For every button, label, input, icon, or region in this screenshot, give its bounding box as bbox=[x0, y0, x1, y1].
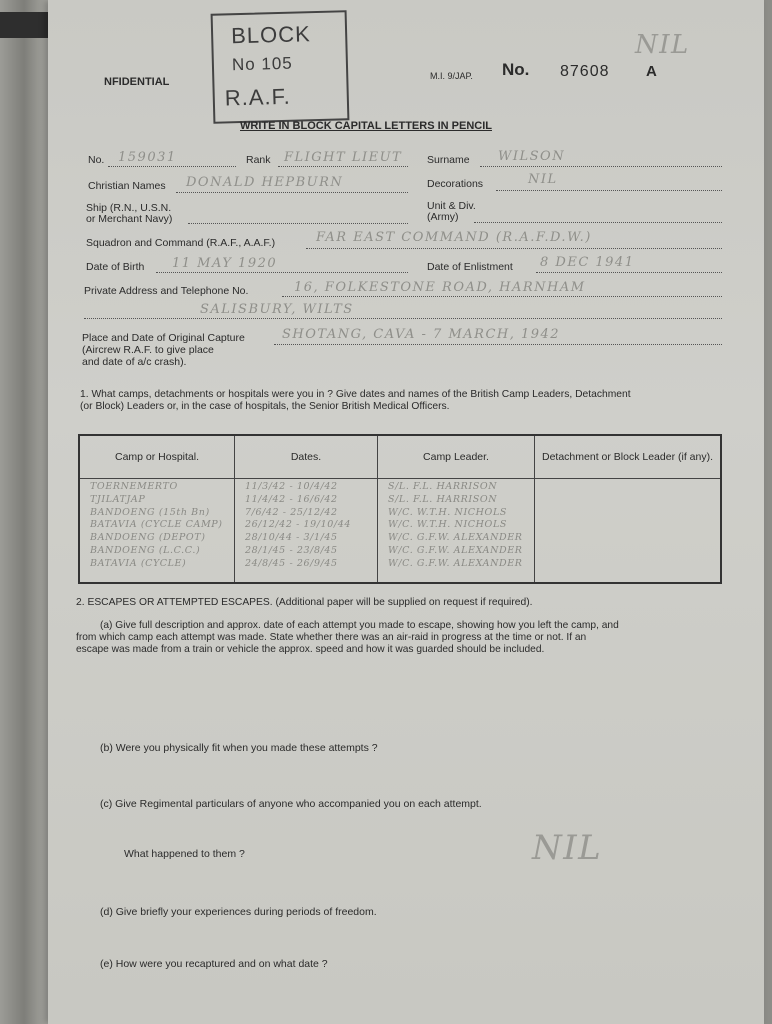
q2c-sub: What happened to them ? bbox=[124, 848, 245, 860]
surname-label: Surname bbox=[427, 154, 470, 166]
squadron-value: FAR EAST COMMAND (R.A.F.D.W.) bbox=[316, 230, 592, 245]
christian-names-label: Christian Names bbox=[88, 180, 166, 192]
header-camp: Camp or Hospital. bbox=[79, 435, 235, 479]
camps-table bbox=[78, 434, 722, 584]
capture-line bbox=[274, 344, 722, 345]
leader-entry: W/C. G.F.W. ALEXANDER bbox=[388, 544, 523, 556]
form-number: 87608 bbox=[560, 63, 610, 80]
date-entry: 7/6/42 - 25/12/42 bbox=[245, 506, 338, 518]
address-value-2: SALISBURY, WILTS bbox=[200, 302, 354, 317]
form-number-label: No. bbox=[502, 60, 530, 79]
stamp-line-2: No 105 bbox=[231, 53, 293, 75]
capture-label-2: (Aircrew R.A.F. to give place bbox=[82, 344, 214, 356]
date-entry: 24/8/45 - 26/9/45 bbox=[245, 557, 338, 569]
form-suffix: A bbox=[646, 63, 657, 80]
camp-entry: TOERNEMERTO bbox=[90, 481, 178, 492]
date-entry: 28/1/45 - 23/8/45 bbox=[245, 544, 338, 556]
leader-entry: W/C. G.F.W. ALEXANDER bbox=[388, 532, 523, 544]
enlistment-line bbox=[536, 272, 722, 273]
date-entry: 11/3/42 - 10/4/42 bbox=[245, 481, 338, 492]
q2-heading: 2. ESCAPES OR ATTEMPTED ESCAPES. (Additional paper will be supplied on request if required). bbox=[76, 597, 533, 608]
dates-column bbox=[235, 479, 378, 584]
camp-entry: BANDOENG (L.C.C.) bbox=[90, 544, 201, 556]
q2d: (d) Give briefly your experiences during periods of freedom. bbox=[100, 906, 377, 918]
camp-entry: BANDOENG (15th Bn) bbox=[90, 506, 210, 518]
enlistment-label: Date of Enlistment bbox=[427, 261, 513, 273]
date-entry: 11/4/42 - 16/6/42 bbox=[245, 493, 338, 505]
leader-entry: S/L. F.L. HARRISON bbox=[388, 493, 498, 505]
rank-label: Rank bbox=[246, 154, 271, 166]
no-value: 159031 bbox=[118, 150, 177, 165]
header-dates: Dates. bbox=[235, 435, 378, 479]
capture-label-1: Place and Date of Original Capture bbox=[82, 332, 245, 344]
surname-line bbox=[480, 166, 722, 167]
leader-entry: W/C. W.T.H. NICHOLS bbox=[388, 519, 507, 531]
camp-entry: BATAVIA (CYCLE CAMP) bbox=[90, 519, 223, 531]
dob-line bbox=[156, 272, 408, 273]
camps-table-header-row bbox=[79, 435, 721, 479]
enlistment-value: 8 DEC 1941 bbox=[540, 255, 635, 270]
date-entry: 28/10/44 - 3/1/45 bbox=[245, 532, 338, 544]
unit-label-2: (Army) bbox=[427, 211, 459, 223]
confidential-label: NFIDENTIAL bbox=[104, 76, 170, 88]
q2a-line-3: escape was made from a train or vehicle the approx. speed and how it was guarded should be included. bbox=[76, 644, 545, 655]
dob-value: 11 MAY 1920 bbox=[172, 256, 278, 271]
address-line-1 bbox=[282, 296, 722, 297]
leaders-column bbox=[378, 479, 535, 584]
q1-line-1: 1. What camps, detachments or hospitals were you in ? Give dates and names of the British Camp Leaders, Detachment bbox=[80, 389, 631, 400]
decorations-line bbox=[496, 190, 722, 191]
camp-entry: BANDOENG (DEPOT) bbox=[90, 532, 206, 544]
christian-names-line bbox=[176, 192, 408, 193]
stamp-line-1: BLOCK bbox=[230, 21, 312, 49]
rank-line bbox=[278, 166, 408, 167]
dob-label: Date of Birth bbox=[86, 261, 145, 273]
unit-line bbox=[474, 222, 722, 223]
leader-entry: W/C. W.T.H. NICHOLS bbox=[388, 506, 507, 518]
squadron-line bbox=[306, 248, 722, 249]
stamp-line-3: R.A.F. bbox=[224, 83, 292, 111]
camp-entry: TJILATJAP bbox=[90, 493, 146, 505]
leader-entry: S/L. F.L. HARRISON bbox=[388, 481, 498, 492]
q2b: (b) Were you physically fit when you made these attempts ? bbox=[100, 742, 378, 754]
surname-value: WILSON bbox=[498, 149, 566, 164]
block-stamp bbox=[211, 10, 350, 124]
header-camp-leader: Camp Leader. bbox=[378, 435, 535, 479]
form-title: WRITE IN BLOCK CAPITAL LETTERS IN PENCIL bbox=[240, 120, 492, 132]
form-code: M.I. 9/JAP. bbox=[430, 71, 473, 81]
no-line bbox=[108, 166, 236, 167]
q2a-line-2: from which camp each attempt was made. State whether there was an air-raid in progress at the time or not. If an bbox=[76, 632, 587, 643]
ship-label-1: Ship (R.N., U.S.N. bbox=[86, 202, 172, 214]
address-label: Private Address and Telephone No. bbox=[84, 285, 249, 297]
no-label: No. bbox=[88, 154, 105, 166]
q2e: (e) How were you recaptured and on what date ? bbox=[100, 958, 328, 970]
address-line-2 bbox=[84, 318, 722, 319]
decorations-label: Decorations bbox=[427, 178, 484, 190]
capture-value: SHOTANG, CAVA - 7 MARCH, 1942 bbox=[282, 327, 561, 342]
q2c: (c) Give Regimental particulars of anyone who accompanied you on each attempt. bbox=[100, 798, 482, 810]
ship-label-2: or Merchant Navy) bbox=[86, 213, 173, 225]
ship-line bbox=[188, 223, 408, 224]
nil-mark-q2: NIL bbox=[532, 828, 603, 868]
nil-mark-top: NIL bbox=[635, 30, 690, 60]
christian-names-value: DONALD HEPBURN bbox=[186, 175, 344, 190]
unit-label-1: Unit & Div. bbox=[427, 200, 476, 212]
detachment-column bbox=[535, 479, 722, 584]
header-detachment-leader: Detachment or Block Leader (if any). bbox=[535, 435, 722, 479]
squadron-label: Squadron and Command (R.A.F., A.A.F.) bbox=[86, 237, 276, 249]
q1-line-2: (or Block) Leaders or, in the case of hospitals, the Senior British Medical Officers. bbox=[80, 401, 450, 412]
q2a-line-1: (a) Give full description and approx. date of each attempt you made to escape, showing how you left the camp, and bbox=[100, 620, 619, 631]
address-value-1: 16, FOLKESTONE ROAD, HARNHAM bbox=[294, 280, 586, 295]
camps-table-body bbox=[79, 479, 721, 584]
decorations-value: NIL bbox=[528, 172, 558, 187]
leader-entry: W/C. G.F.W. ALEXANDER bbox=[388, 557, 523, 569]
capture-label-3: and date of a/c crash). bbox=[82, 356, 187, 368]
rank-value: FLIGHT LIEUT bbox=[284, 150, 403, 165]
camps-column bbox=[79, 479, 235, 584]
date-entry: 26/12/42 - 19/10/44 bbox=[245, 519, 351, 531]
camp-entry: BATAVIA (CYCLE) bbox=[90, 557, 187, 569]
